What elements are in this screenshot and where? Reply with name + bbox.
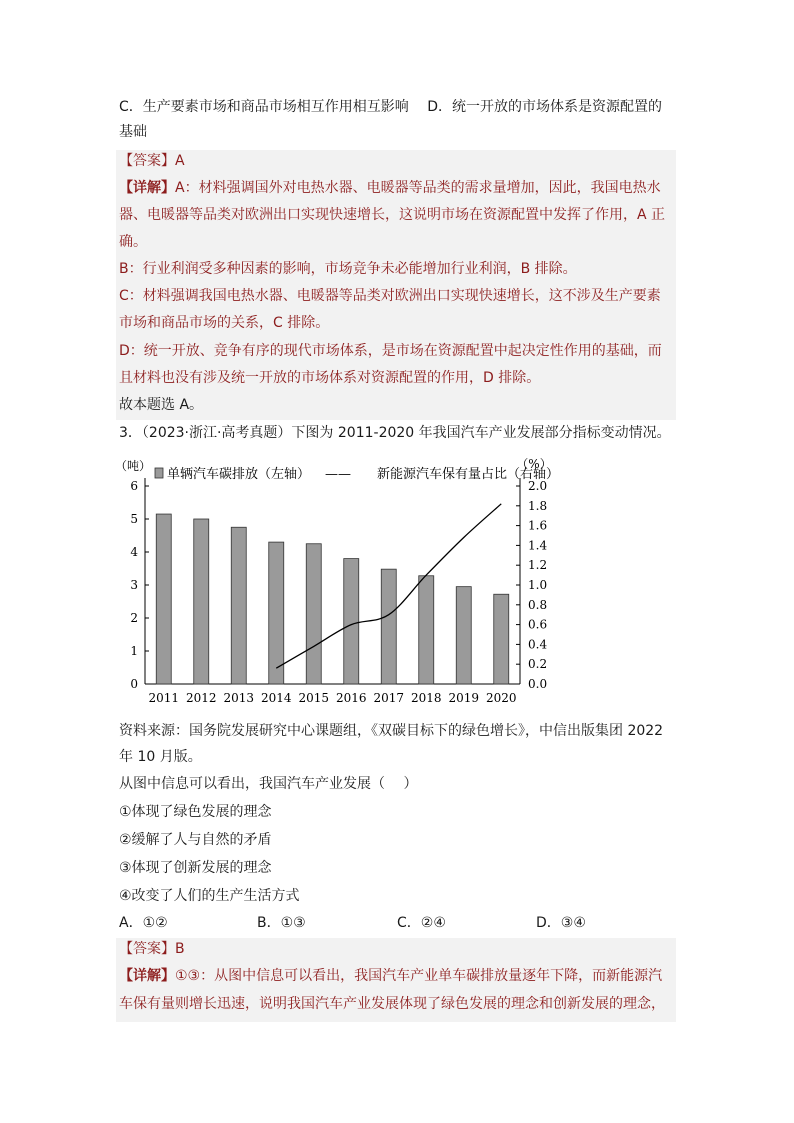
bar (231, 527, 246, 684)
left-tick-label: 1 (130, 644, 138, 658)
answer-label-1: 【答案】A (119, 153, 185, 169)
x-tick-label: 2020 (485, 691, 517, 705)
choice-a: A．①② (119, 915, 168, 931)
right-tick-label: 1.2 (528, 558, 548, 573)
right-tick-label: 0.0 (528, 677, 548, 691)
x-tick-label: 2011 (148, 691, 180, 705)
choice-d: D．③④ (536, 915, 586, 931)
x-tick-label: 2019 (448, 691, 480, 705)
right-tick-label: 2.0 (528, 479, 548, 493)
statement-2: ②缓解了人与自然的矛盾 (119, 832, 272, 848)
x-tick-label: 2012 (185, 691, 217, 705)
question-3-prompt: 从图中信息可以看出，我国汽车产业发展（ ） (119, 776, 418, 792)
right-tick-label: 0.2 (528, 657, 548, 672)
answer-label-3: 【答案】B (119, 941, 185, 957)
source-line-2: 年 10 月版。 (119, 749, 202, 765)
choice-c: C．②④ (397, 915, 446, 931)
right-tick-label: 1.8 (528, 498, 548, 513)
legend-separator: —— (325, 467, 351, 482)
detail-3-line-2: 车保有量则增长迅速，说明我国汽车产业发展体现了绿色发展的理念和创新发展的理念， (119, 996, 665, 1012)
option-c-d-line: C．生产要素市场和商品市场相互作用相互影响 D．统一开放的市场体系是资源配置的 (119, 99, 663, 115)
detail-a-line-3: 确。 (119, 234, 147, 250)
bar (419, 576, 434, 684)
left-tick-label: 6 (130, 479, 138, 493)
detail-b-line: B：行业利润受多种因素的影响，市场竞争未必能增加行业利润，B 排除。 (119, 261, 577, 277)
statement-4: ④改变了人们的生产生活方式 (119, 888, 300, 904)
detail-c-line-2: 市场和商品市场的关系，C 排除。 (119, 315, 330, 331)
bar (494, 594, 509, 684)
right-tick-label: 0.6 (528, 617, 548, 632)
statement-1: ①体现了绿色发展的理念 (119, 804, 272, 820)
car-industry-chart (112, 450, 572, 715)
bar (269, 542, 284, 684)
detail-d-line-1: D：统一开放、竞争有序的现代市场体系，是市场在资源配置中起决定性作用的基础，而 (119, 343, 662, 359)
detail-3-text-1: ①③：从图中信息可以看出，我国汽车产业单车碳排放量逐年下降，而新能源汽 (175, 968, 663, 984)
bar (381, 569, 396, 684)
x-tick-label: 2016 (335, 691, 367, 705)
right-tick-label: 1.6 (528, 518, 548, 533)
legend-bar-swatch (155, 468, 163, 478)
detail-3-line-1 (119, 965, 662, 987)
x-tick-label: 2015 (298, 691, 330, 705)
left-tick-label: 4 (130, 545, 138, 559)
left-tick-label: 0 (130, 677, 138, 691)
legend-bar-label: 单辆汽车碳排放（左轴） (167, 467, 311, 482)
x-tick-label: 2014 (260, 691, 292, 705)
left-tick-label: 3 (130, 578, 138, 592)
detail-label-1: 【详解】 (119, 180, 175, 196)
detail-c-line-1: C：材料强调我国电热水器、电暖器等品类对欧洲出口实现快速增长，这不涉及生产要素 (119, 288, 661, 304)
question-3-stem: 3．（2023·浙江·高考真题）下图为 2011-2020 年我国汽车产业发展部分指标变动情况。 (119, 425, 671, 441)
bar (456, 587, 471, 684)
statement-3: ③体现了创新发展的理念 (119, 860, 272, 876)
right-tick-label: 0.8 (528, 597, 548, 612)
bar (156, 514, 171, 684)
source-line-1: 资料来源：国务院发展研究中心课题组，《双碳目标下的绿色增长》，中信出版集团 2022 (119, 723, 664, 739)
detail-a-line-2: 器、电暖器等品类对欧洲出口实现快速增长，这说明市场在资源配置中发挥了作用，A 正 (119, 207, 666, 223)
detail-a-text-1: A：材料强调国外对电热水器、电暖器等品类的需求量增加，因此，我国电热水 (175, 180, 661, 196)
right-unit-label: （%） (516, 457, 552, 471)
left-tick-label: 5 (130, 512, 138, 526)
right-tick-label: 0.4 (528, 637, 548, 652)
right-tick-label: 1.4 (528, 538, 548, 553)
left-unit-label: （吨） (114, 459, 152, 473)
detail-d-line-2: 且材料也没有涉及统一开放的市场体系对资源配置的作用，D 排除。 (119, 370, 541, 386)
choice-b: B．①③ (257, 915, 306, 931)
bar (194, 519, 209, 684)
right-tick-label: 1.0 (528, 578, 548, 592)
conclusion-1: 故本题选 A。 (119, 397, 204, 413)
option-d-continuation: 基础 (119, 124, 147, 140)
legend-line-label: 新能源汽车保有量占比（右轴） (377, 467, 560, 482)
detail-a-line-1 (119, 177, 661, 199)
bar (306, 544, 321, 684)
bar (344, 559, 359, 684)
x-tick-label: 2013 (223, 691, 255, 705)
x-tick-label: 2017 (373, 691, 405, 705)
left-tick-label: 2 (130, 611, 138, 625)
detail-label-3: 【详解】 (119, 968, 175, 984)
x-tick-label: 2018 (410, 691, 442, 705)
